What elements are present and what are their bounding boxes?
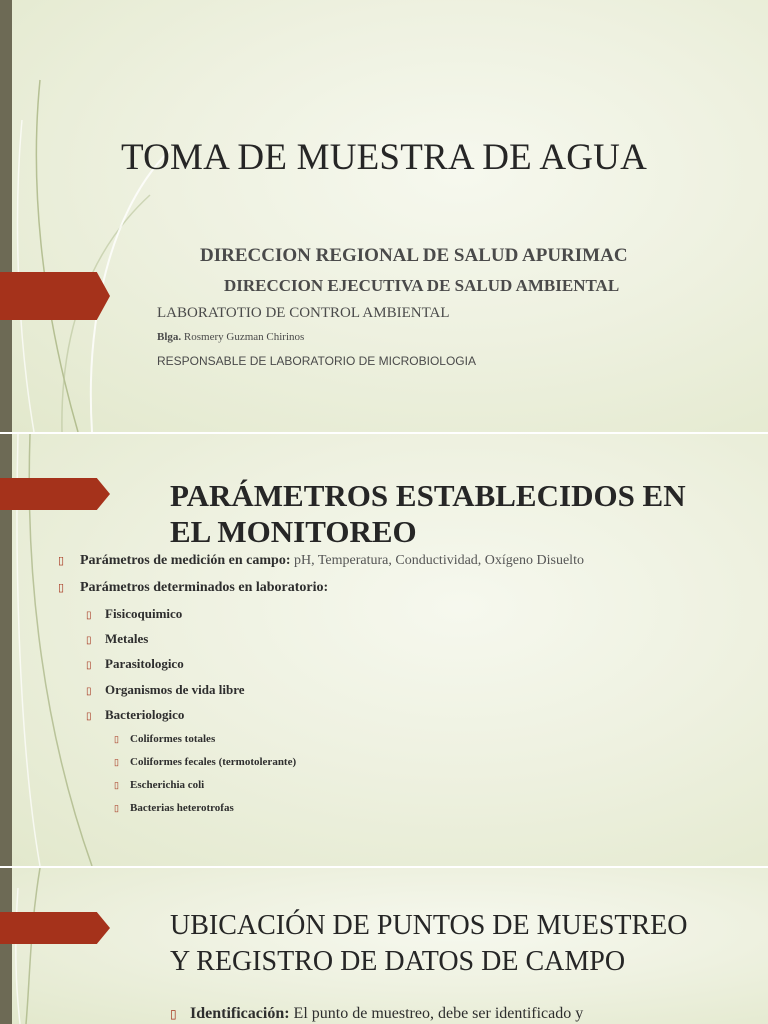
list-item bbox=[86, 707, 184, 723]
bullet-marker-icon: ▯ bbox=[114, 734, 119, 744]
bullet-value: El punto de muestreo, debe ser identificado y bbox=[293, 1005, 584, 1022]
bullet-marker-icon: ▯ bbox=[86, 686, 92, 697]
list-item-label: Bacteriologico bbox=[105, 707, 185, 722]
role-line: RESPONSABLE DE LABORATORIO DE MICROBIOLOGIA bbox=[157, 354, 476, 368]
list-item bbox=[86, 656, 184, 672]
list-item bbox=[114, 756, 296, 768]
bullet-field-params bbox=[58, 553, 584, 569]
bullet-marker-icon: ▯ bbox=[114, 780, 119, 790]
bullet-marker-icon: ▯ bbox=[170, 1007, 177, 1021]
org-line-3: LABORATOTIO DE CONTROL AMBIENTAL bbox=[157, 305, 450, 321]
bullet-label: Identificación: bbox=[190, 1005, 290, 1022]
slide-title bbox=[170, 908, 688, 980]
list-item bbox=[86, 631, 148, 647]
title-line-1: UBICACIÓN DE PUNTOS DE MUESTREO bbox=[170, 910, 688, 941]
accent-arrow bbox=[0, 478, 110, 510]
list-item-label: Coliformes totales bbox=[130, 733, 216, 745]
list-item bbox=[114, 802, 234, 814]
bullet-marker-icon: ▯ bbox=[58, 582, 65, 594]
bullet-marker-icon: ▯ bbox=[58, 555, 65, 567]
list-item bbox=[114, 733, 215, 745]
bullet-marker-icon: ▯ bbox=[114, 757, 119, 767]
list-item-label: Escherichia coli bbox=[130, 779, 205, 791]
bullet-marker-icon: ▯ bbox=[86, 635, 92, 646]
accent-arrow bbox=[0, 912, 110, 944]
list-item bbox=[86, 606, 182, 622]
bullet-value: pH, Temperatura, Conductividad, Oxígeno Disuelto bbox=[293, 553, 584, 568]
org-line-2: DIRECCION EJECUTIVA DE SALUD AMBIENTAL bbox=[224, 276, 620, 295]
slide-1 bbox=[0, 0, 768, 432]
list-item bbox=[86, 682, 245, 698]
bullet-label: Parámetros de medición en campo: bbox=[80, 553, 291, 568]
author-name: Rosmery Guzman Chirinos bbox=[183, 331, 305, 343]
accent-arrow bbox=[0, 272, 110, 320]
bullet-marker-icon: ▯ bbox=[86, 610, 92, 621]
org-line-1: DIRECCION REGIONAL DE SALUD APURIMAC bbox=[200, 245, 628, 266]
bullet-marker-icon: ▯ bbox=[86, 660, 92, 671]
list-item-label: Parasitologico bbox=[105, 656, 184, 671]
list-item-label: Metales bbox=[105, 631, 149, 646]
list-item bbox=[114, 779, 204, 791]
slide-title bbox=[170, 478, 686, 550]
author-line bbox=[157, 331, 304, 343]
bullet-marker-icon: ▯ bbox=[86, 711, 92, 722]
bullet-marker-icon: ▯ bbox=[114, 803, 119, 813]
list-item-label: Bacterias heterotrofas bbox=[130, 802, 234, 814]
title-line-2: EL MONITOREO bbox=[170, 514, 417, 549]
list-item-label: Organismos de vida libre bbox=[105, 682, 245, 697]
list-item-label: Coliformes fecales (termotolerante) bbox=[130, 756, 297, 768]
title-line-1: PARÁMETROS ESTABLECIDOS EN bbox=[170, 478, 686, 513]
slide-title: TOMA DE MUESTRA DE AGUA bbox=[120, 137, 648, 178]
list-item-label: Fisicoquimico bbox=[105, 606, 183, 621]
author-prefix: Blga. bbox=[157, 331, 182, 343]
bullet-lab-params bbox=[58, 580, 328, 596]
bullet-identification bbox=[170, 1005, 583, 1023]
title-line-2: Y REGISTRO DE DATOS DE CAMPO bbox=[170, 946, 626, 977]
bullet-label: Parámetros determinados en laboratorio: bbox=[80, 580, 329, 595]
